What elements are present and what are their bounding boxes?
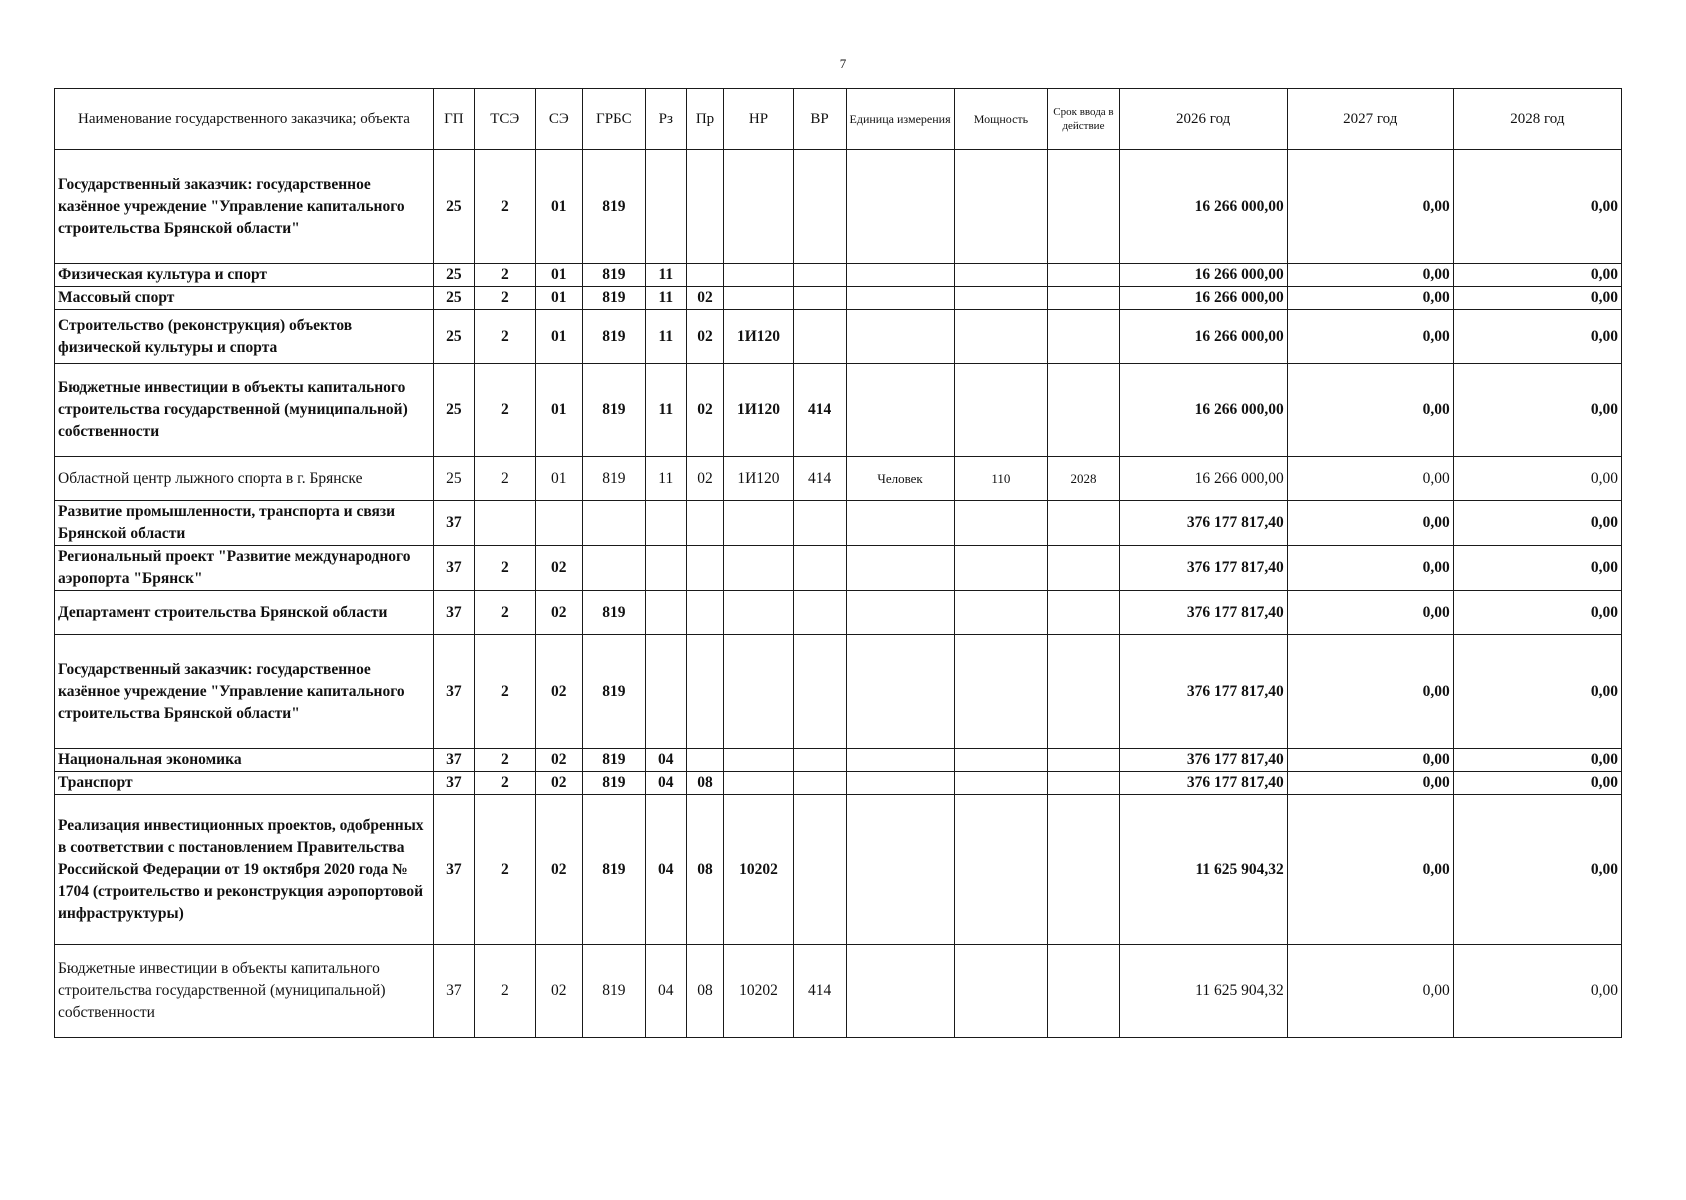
cell-term [1048, 749, 1119, 772]
cell-name: Строительство (реконструкция) объектов физической культуры и спорта [55, 310, 434, 364]
header-power: Мощность [954, 89, 1048, 150]
cell-unit: Человек [846, 457, 954, 501]
cell-se: 02 [535, 635, 582, 749]
cell-se: 01 [535, 364, 582, 457]
cell-pr [686, 591, 724, 635]
cell-gp: 37 [434, 795, 475, 945]
cell-term [1048, 287, 1119, 310]
header-grbs: ГРБС [582, 89, 645, 150]
cell-name: Департамент строительства Брянской области [55, 591, 434, 635]
cell-power [954, 364, 1048, 457]
cell-name: Государственный заказчик: государственное казённое учреждение "Управление капитального строительства Брянской области" [55, 635, 434, 749]
cell-rz [645, 546, 686, 591]
cell-gp: 25 [434, 457, 475, 501]
header-term: Срок ввода в действие [1048, 89, 1119, 150]
cell-gp: 37 [434, 546, 475, 591]
cell-gp: 37 [434, 749, 475, 772]
cell-se: 01 [535, 150, 582, 264]
cell-unit [846, 287, 954, 310]
cell-vr [793, 749, 846, 772]
cell-vr: 414 [793, 457, 846, 501]
header-unit: Единица измерения [846, 89, 954, 150]
cell-vr [793, 772, 846, 795]
cell-term [1048, 591, 1119, 635]
cell-unit [846, 546, 954, 591]
cell-unit [846, 945, 954, 1038]
cell-grbs: 819 [582, 264, 645, 287]
cell-nr [724, 635, 793, 749]
cell-se: 01 [535, 264, 582, 287]
header-gp: ГП [434, 89, 475, 150]
cell-y2027: 0,00 [1287, 501, 1453, 546]
cell-unit [846, 795, 954, 945]
cell-se: 01 [535, 310, 582, 364]
table-row [55, 546, 1622, 591]
cell-nr: 10202 [724, 945, 793, 1038]
cell-power [954, 150, 1048, 264]
cell-unit [846, 591, 954, 635]
cell-name: Региональный проект "Развитие международного аэропорта "Брянск" [55, 546, 434, 591]
cell-y2028: 0,00 [1453, 364, 1621, 457]
cell-grbs: 819 [582, 749, 645, 772]
cell-nr [724, 150, 793, 264]
cell-tse: 2 [474, 287, 535, 310]
table-row [55, 501, 1622, 546]
cell-rz: 11 [645, 310, 686, 364]
cell-vr [793, 264, 846, 287]
cell-name: Физическая культура и спорт [55, 264, 434, 287]
table-row [55, 287, 1622, 310]
cell-name: Транспорт [55, 772, 434, 795]
cell-term [1048, 635, 1119, 749]
cell-tse: 2 [474, 795, 535, 945]
cell-y2028: 0,00 [1453, 501, 1621, 546]
cell-y2028: 0,00 [1453, 591, 1621, 635]
table-row [55, 945, 1622, 1038]
cell-term [1048, 795, 1119, 945]
cell-y2027: 0,00 [1287, 457, 1453, 501]
cell-pr: 02 [686, 364, 724, 457]
cell-gp: 25 [434, 310, 475, 364]
cell-y2028: 0,00 [1453, 546, 1621, 591]
cell-y2026: 11 625 904,32 [1119, 945, 1287, 1038]
cell-name: Бюджетные инвестиции в объекты капитального строительства государственной (муниципальной) собственности [55, 364, 434, 457]
cell-nr [724, 501, 793, 546]
cell-y2026: 16 266 000,00 [1119, 264, 1287, 287]
cell-y2027: 0,00 [1287, 310, 1453, 364]
cell-y2028: 0,00 [1453, 264, 1621, 287]
cell-power [954, 945, 1048, 1038]
cell-rz: 04 [645, 749, 686, 772]
table-row [55, 749, 1622, 772]
table-row [55, 591, 1622, 635]
cell-unit [846, 635, 954, 749]
cell-grbs [582, 501, 645, 546]
cell-name: Развитие промышленности, транспорта и связи Брянской области [55, 501, 434, 546]
cell-y2028: 0,00 [1453, 749, 1621, 772]
cell-y2028: 0,00 [1453, 795, 1621, 945]
cell-gp: 25 [434, 364, 475, 457]
cell-rz [645, 635, 686, 749]
cell-grbs: 819 [582, 591, 645, 635]
cell-unit [846, 501, 954, 546]
cell-se: 02 [535, 546, 582, 591]
cell-grbs: 819 [582, 310, 645, 364]
cell-nr: 1И120 [724, 364, 793, 457]
cell-power [954, 310, 1048, 364]
cell-rz: 04 [645, 945, 686, 1038]
header-se: СЭ [535, 89, 582, 150]
cell-se: 01 [535, 457, 582, 501]
cell-y2027: 0,00 [1287, 287, 1453, 310]
cell-grbs: 819 [582, 772, 645, 795]
cell-y2028: 0,00 [1453, 457, 1621, 501]
cell-pr [686, 635, 724, 749]
cell-pr [686, 264, 724, 287]
cell-name: Государственный заказчик: государственное казённое учреждение "Управление капитального строительства Брянской области" [55, 150, 434, 264]
cell-vr [793, 310, 846, 364]
header-2027: 2027 год [1287, 89, 1453, 150]
cell-grbs: 819 [582, 364, 645, 457]
cell-se: 02 [535, 772, 582, 795]
cell-unit [846, 772, 954, 795]
cell-power [954, 501, 1048, 546]
cell-unit [846, 264, 954, 287]
cell-tse [474, 501, 535, 546]
cell-tse: 2 [474, 945, 535, 1038]
cell-rz: 04 [645, 772, 686, 795]
cell-y2026: 376 177 817,40 [1119, 546, 1287, 591]
cell-unit [846, 310, 954, 364]
cell-y2026: 376 177 817,40 [1119, 772, 1287, 795]
cell-gp: 37 [434, 772, 475, 795]
table-header-row [55, 89, 1622, 150]
cell-term [1048, 150, 1119, 264]
cell-tse: 2 [474, 546, 535, 591]
cell-grbs: 819 [582, 795, 645, 945]
cell-term [1048, 546, 1119, 591]
cell-y2027: 0,00 [1287, 795, 1453, 945]
cell-pr: 08 [686, 772, 724, 795]
cell-rz [645, 501, 686, 546]
cell-nr [724, 772, 793, 795]
header-tse: ТСЭ [474, 89, 535, 150]
cell-gp: 37 [434, 635, 475, 749]
cell-y2026: 376 177 817,40 [1119, 591, 1287, 635]
cell-y2026: 16 266 000,00 [1119, 150, 1287, 264]
cell-y2027: 0,00 [1287, 772, 1453, 795]
cell-grbs: 819 [582, 635, 645, 749]
cell-y2026: 376 177 817,40 [1119, 501, 1287, 546]
cell-gp: 37 [434, 945, 475, 1038]
cell-tse: 2 [474, 635, 535, 749]
cell-y2027: 0,00 [1287, 150, 1453, 264]
cell-name: Массовый спорт [55, 287, 434, 310]
table-row [55, 795, 1622, 945]
cell-gp: 37 [434, 501, 475, 546]
cell-grbs [582, 546, 645, 591]
cell-name: Национальная экономика [55, 749, 434, 772]
cell-pr: 08 [686, 795, 724, 945]
cell-term [1048, 772, 1119, 795]
cell-se: 02 [535, 591, 582, 635]
header-pr: Пр [686, 89, 724, 150]
cell-y2026: 16 266 000,00 [1119, 310, 1287, 364]
cell-y2027: 0,00 [1287, 546, 1453, 591]
cell-nr [724, 591, 793, 635]
cell-grbs: 819 [582, 945, 645, 1038]
cell-term [1048, 310, 1119, 364]
cell-gp: 25 [434, 287, 475, 310]
cell-nr [724, 749, 793, 772]
cell-se: 01 [535, 287, 582, 310]
cell-nr [724, 546, 793, 591]
cell-y2028: 0,00 [1453, 150, 1621, 264]
cell-rz [645, 150, 686, 264]
table-row [55, 264, 1622, 287]
cell-vr [793, 546, 846, 591]
cell-y2027: 0,00 [1287, 749, 1453, 772]
cell-gp: 25 [434, 150, 475, 264]
cell-se [535, 501, 582, 546]
cell-tse: 2 [474, 457, 535, 501]
cell-y2027: 0,00 [1287, 264, 1453, 287]
table-row [55, 635, 1622, 749]
cell-pr [686, 501, 724, 546]
cell-name: Реализация инвестиционных проектов, одобренных в соответствии с постановлением Правительства Российской Федерации от 19 октября 2020 года № 1704 (строительство и реконструкция аэропортовой инфраструктуры) [55, 795, 434, 945]
cell-nr [724, 264, 793, 287]
cell-se: 02 [535, 749, 582, 772]
cell-y2026: 16 266 000,00 [1119, 457, 1287, 501]
cell-y2026: 11 625 904,32 [1119, 795, 1287, 945]
cell-vr [793, 287, 846, 310]
page-number: 7 [839, 56, 847, 71]
cell-power: 110 [954, 457, 1048, 501]
cell-term: 2028 [1048, 457, 1119, 501]
cell-grbs: 819 [582, 457, 645, 501]
cell-term [1048, 364, 1119, 457]
cell-pr: 08 [686, 945, 724, 1038]
cell-power [954, 287, 1048, 310]
cell-power [954, 591, 1048, 635]
cell-pr: 02 [686, 457, 724, 501]
cell-y2028: 0,00 [1453, 635, 1621, 749]
cell-power [954, 546, 1048, 591]
cell-y2026: 16 266 000,00 [1119, 287, 1287, 310]
cell-term [1048, 501, 1119, 546]
header-rz: Рз [645, 89, 686, 150]
header-2028: 2028 год [1453, 89, 1621, 150]
cell-y2028: 0,00 [1453, 945, 1621, 1038]
cell-y2027: 0,00 [1287, 945, 1453, 1038]
table-row [55, 364, 1622, 457]
cell-vr [793, 635, 846, 749]
cell-unit [846, 150, 954, 264]
cell-y2028: 0,00 [1453, 310, 1621, 364]
cell-pr: 02 [686, 310, 724, 364]
cell-se: 02 [535, 795, 582, 945]
cell-vr [793, 150, 846, 264]
cell-rz: 11 [645, 457, 686, 501]
cell-pr [686, 546, 724, 591]
cell-tse: 2 [474, 591, 535, 635]
cell-power [954, 795, 1048, 945]
cell-grbs: 819 [582, 287, 645, 310]
cell-unit [846, 749, 954, 772]
table-row [55, 772, 1622, 795]
cell-pr: 02 [686, 287, 724, 310]
budget-table [54, 88, 1622, 1038]
cell-y2028: 0,00 [1453, 772, 1621, 795]
cell-y2028: 0,00 [1453, 287, 1621, 310]
cell-tse: 2 [474, 364, 535, 457]
cell-vr: 414 [793, 364, 846, 457]
cell-rz: 11 [645, 364, 686, 457]
cell-tse: 2 [474, 150, 535, 264]
cell-nr: 1И120 [724, 457, 793, 501]
cell-tse: 2 [474, 749, 535, 772]
cell-y2027: 0,00 [1287, 591, 1453, 635]
cell-y2027: 0,00 [1287, 635, 1453, 749]
cell-tse: 2 [474, 310, 535, 364]
cell-nr: 10202 [724, 795, 793, 945]
cell-term [1048, 945, 1119, 1038]
cell-rz: 04 [645, 795, 686, 945]
cell-grbs: 819 [582, 150, 645, 264]
cell-vr [793, 591, 846, 635]
header-vr: ВР [793, 89, 846, 150]
header-2026: 2026 год [1119, 89, 1287, 150]
header-name: Наименование государственного заказчика; объекта [55, 89, 434, 150]
cell-power [954, 772, 1048, 795]
table-row [55, 150, 1622, 264]
cell-rz: 11 [645, 264, 686, 287]
table-row [55, 310, 1622, 364]
cell-y2027: 0,00 [1287, 364, 1453, 457]
table-row [55, 457, 1622, 501]
cell-power [954, 264, 1048, 287]
cell-gp: 37 [434, 591, 475, 635]
cell-power [954, 749, 1048, 772]
cell-name: Областной центр лыжного спорта в г. Брянске [55, 457, 434, 501]
cell-power [954, 635, 1048, 749]
cell-unit [846, 364, 954, 457]
cell-vr: 414 [793, 945, 846, 1038]
cell-tse: 2 [474, 772, 535, 795]
cell-pr [686, 150, 724, 264]
cell-nr [724, 287, 793, 310]
cell-pr [686, 749, 724, 772]
cell-nr: 1И120 [724, 310, 793, 364]
header-nr: НР [724, 89, 793, 150]
cell-vr [793, 501, 846, 546]
cell-y2026: 16 266 000,00 [1119, 364, 1287, 457]
cell-rz [645, 591, 686, 635]
cell-rz: 11 [645, 287, 686, 310]
cell-term [1048, 264, 1119, 287]
cell-tse: 2 [474, 264, 535, 287]
cell-name: Бюджетные инвестиции в объекты капитального строительства государственной (муниципальной) собственности [55, 945, 434, 1038]
cell-vr [793, 795, 846, 945]
cell-y2026: 376 177 817,40 [1119, 635, 1287, 749]
cell-gp: 25 [434, 264, 475, 287]
cell-y2026: 376 177 817,40 [1119, 749, 1287, 772]
cell-se: 02 [535, 945, 582, 1038]
